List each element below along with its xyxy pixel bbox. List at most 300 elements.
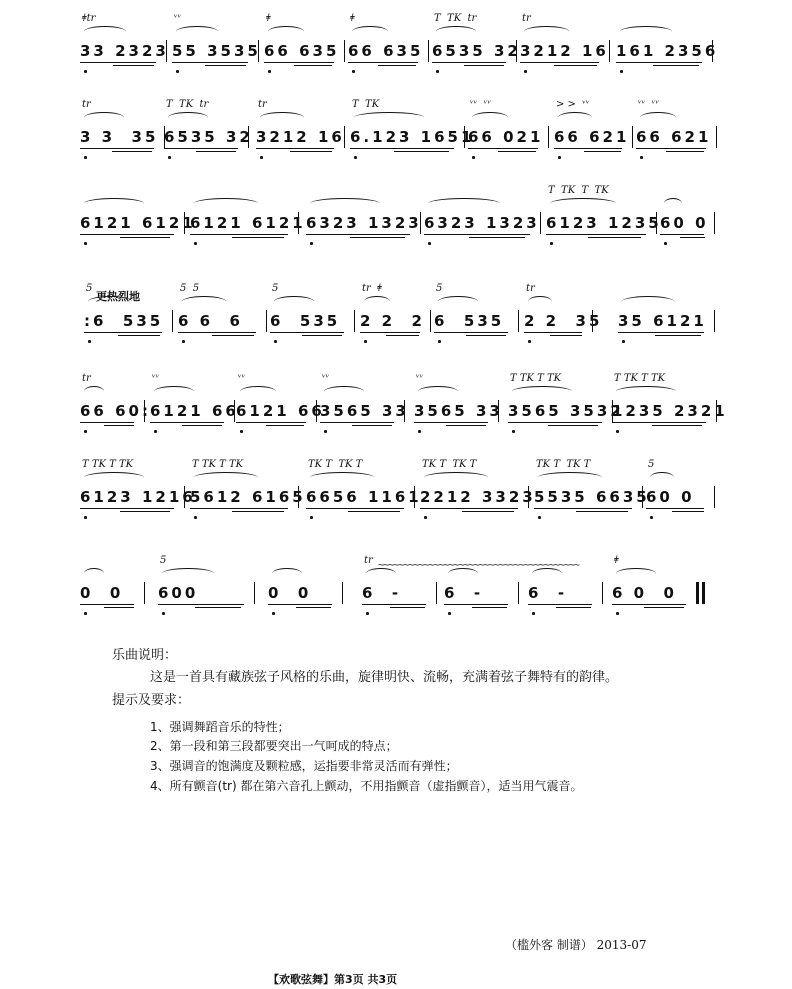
ornament-mark: TK T TK T — [422, 459, 477, 470]
bar-line — [354, 310, 355, 332]
underline — [352, 425, 392, 426]
bar-line — [714, 486, 715, 508]
underline — [472, 607, 507, 608]
underline — [264, 62, 334, 63]
slur-arc — [472, 112, 508, 123]
underline — [112, 151, 152, 152]
slur-arc — [622, 296, 674, 307]
underline — [232, 511, 284, 512]
bar-line — [548, 126, 549, 148]
slur-arc — [154, 386, 194, 397]
octave-dot — [274, 340, 277, 343]
transcriber-credit: （槛外客 制谱） 2013-07 — [505, 938, 647, 952]
bar-line — [609, 40, 610, 62]
ornament-mark: ǂ — [614, 555, 619, 566]
underline — [546, 234, 646, 235]
bar-line — [298, 212, 299, 234]
underline — [652, 425, 702, 426]
slur-arc — [260, 112, 304, 123]
octave-dot — [428, 242, 431, 245]
note-group: 600 — [158, 584, 199, 602]
underline — [666, 151, 704, 152]
underline — [320, 422, 394, 423]
bar-line — [464, 126, 465, 148]
measure — [636, 96, 712, 166]
notes-description: 这是一首具有藏族弦子风格的乐曲，旋律明快、流畅，充满着弦子舞特有的韵律。 — [150, 670, 619, 685]
underline — [120, 237, 170, 238]
slur-arc — [650, 472, 674, 483]
octave-dot — [162, 612, 165, 615]
bar-line — [144, 582, 145, 604]
note-group: 2 2 2 — [360, 312, 425, 330]
measure — [616, 10, 719, 80]
measure — [414, 370, 503, 440]
octave-dot — [528, 340, 531, 343]
note-group: 66 635 — [264, 42, 340, 60]
slur-arc — [640, 112, 676, 123]
hint-item: 3、强调音的饱满度及颗粒感，运指要非常灵活而有弹性； — [150, 759, 458, 773]
bar-line — [172, 310, 173, 332]
note-group: 6121 6121 — [190, 214, 306, 232]
page-footer: 【欢歌弦舞】第3页 共3页 — [268, 973, 398, 986]
underline — [414, 422, 488, 423]
slur-arc — [310, 472, 374, 483]
note-group: 6323 1323 — [424, 214, 540, 232]
measure — [360, 280, 426, 350]
slur-arc — [428, 198, 500, 209]
measure — [80, 370, 151, 440]
underline — [524, 332, 582, 333]
slur-arc — [84, 112, 124, 123]
ornament-mark: tr — [82, 373, 91, 384]
octave-dot — [620, 70, 623, 73]
note-group: 3 3 35 — [80, 128, 159, 146]
underline — [462, 511, 514, 512]
measure — [80, 182, 196, 252]
ornament-mark: ᵛᵛ ᵛᵛ — [470, 99, 492, 110]
note-group: 60 0 — [660, 214, 709, 232]
ornament-mark: 5 — [86, 283, 93, 294]
underline — [556, 607, 591, 608]
underline — [80, 604, 134, 605]
octave-dot — [512, 430, 515, 433]
note-group: 6 535 — [434, 312, 505, 330]
ornament-mark: tr — [364, 555, 373, 566]
slur-arc — [538, 472, 602, 483]
underline — [362, 604, 426, 605]
measure — [434, 280, 514, 350]
note-group: 3565 3532 — [508, 402, 624, 420]
octave-dot — [324, 430, 327, 433]
ornament-mark: tr ǂ — [362, 283, 382, 294]
note-group: 6 6 6 — [178, 312, 243, 330]
note-group: 66 635 — [348, 42, 424, 60]
octave-dot — [448, 612, 451, 615]
bar-line — [516, 40, 517, 62]
underline — [498, 151, 536, 152]
underline — [394, 151, 449, 152]
bar-line — [518, 310, 519, 332]
underline — [386, 335, 419, 336]
underline — [528, 604, 592, 605]
ornament-mark: tr — [82, 99, 91, 110]
note-group: 3565 33 — [414, 402, 503, 420]
ornament-mark: T TK — [352, 99, 380, 110]
note-group: 5535 6635 — [534, 488, 650, 506]
underline — [653, 65, 699, 66]
bar-line — [518, 582, 519, 604]
bar-line — [254, 582, 255, 604]
octave-dot — [84, 612, 87, 615]
underline — [672, 511, 704, 512]
note-group: 66 621 — [636, 128, 712, 146]
octave-dot — [436, 70, 439, 73]
hints-title: 提示及要求： — [112, 693, 191, 708]
note-group: 6 - — [528, 584, 568, 602]
note-group: 2 2 35 — [524, 312, 603, 330]
slur-arc — [558, 112, 592, 123]
note-group: 60 0 — [646, 488, 695, 506]
underline — [80, 148, 154, 149]
underline — [655, 335, 701, 336]
underline — [644, 607, 684, 608]
measure — [268, 552, 338, 622]
bar-line — [414, 486, 415, 508]
ornament-mark: 5 — [436, 283, 443, 294]
underline — [390, 607, 425, 608]
underline — [190, 508, 288, 509]
bar-line — [716, 400, 717, 422]
slur-arc — [268, 26, 304, 37]
bar-line — [642, 486, 643, 508]
measure — [524, 280, 603, 350]
bar-line — [714, 212, 715, 234]
measure — [320, 370, 409, 440]
bar-line — [602, 582, 603, 604]
note-group: 66 60: — [80, 402, 151, 420]
bar-line — [144, 400, 145, 422]
measure — [546, 182, 662, 252]
bar-line — [696, 582, 699, 604]
underline — [232, 237, 284, 238]
measure — [348, 10, 424, 80]
octave-dot — [424, 516, 427, 519]
staff-row — [0, 96, 792, 166]
slur-arc — [182, 296, 226, 307]
octave-dot — [310, 242, 313, 245]
note-group: 6123 1216 — [80, 488, 196, 506]
bar-line — [342, 582, 343, 604]
ornament-mark: > > ᵛᵛ — [556, 99, 590, 110]
underline — [432, 62, 506, 63]
underline — [212, 335, 254, 336]
underline — [266, 425, 304, 426]
note-group: 66 621 — [554, 128, 630, 146]
note-group: 6656 1161 — [306, 488, 422, 506]
underline — [348, 62, 418, 63]
octave-dot — [84, 430, 87, 433]
bar-line — [344, 126, 345, 148]
underline — [306, 234, 410, 235]
octave-dot — [268, 70, 271, 73]
bar-line — [258, 40, 259, 62]
ornament-mark: ᵛᵛ — [238, 373, 246, 384]
note-group: 6121 6121 — [80, 214, 196, 232]
underline — [468, 148, 538, 149]
underline — [554, 148, 622, 149]
underline — [446, 425, 486, 426]
octave-dot — [84, 156, 87, 159]
bar-line — [428, 40, 429, 62]
octave-dot — [84, 516, 87, 519]
slur-arc — [84, 26, 126, 37]
underline — [584, 151, 621, 152]
underline — [378, 65, 416, 66]
note-group: 6 - — [362, 584, 402, 602]
underline — [616, 62, 702, 63]
slur-arc — [550, 198, 616, 209]
measure — [80, 10, 169, 80]
octave-dot — [194, 242, 197, 245]
ornament-mark: T TK T TK — [548, 185, 609, 196]
slur-arc — [176, 26, 218, 37]
slur-arc — [524, 26, 569, 37]
measure — [236, 370, 325, 440]
octave-dot — [240, 430, 243, 433]
bar-line — [528, 486, 529, 508]
bar-line — [712, 40, 713, 62]
measure — [618, 280, 710, 350]
trill-line: ~~~~~~~~~~~~~~~~~~~~~~~~~~~~~~~~~~~~~~~~ — [378, 560, 579, 571]
underline — [104, 425, 134, 426]
note-group: 161 2356 — [616, 42, 719, 60]
measure — [172, 10, 261, 80]
underline — [534, 508, 632, 509]
ornament-mark: tr — [526, 283, 535, 294]
bar-line — [714, 310, 715, 332]
measure — [424, 182, 540, 252]
underline — [444, 604, 508, 605]
underline — [360, 332, 420, 333]
octave-dot — [538, 516, 541, 519]
underline — [548, 425, 598, 426]
slur-arc — [664, 198, 682, 209]
slur-arc — [84, 568, 104, 579]
underline — [680, 237, 705, 238]
slur-arc — [194, 472, 258, 483]
measure — [306, 456, 422, 526]
note-group: 0 0 — [80, 584, 124, 602]
underline — [118, 335, 160, 336]
octave-dot — [168, 156, 171, 159]
ornament-mark: 5 — [160, 555, 167, 566]
slur-arc — [364, 296, 390, 307]
measure — [150, 370, 239, 440]
ornament-mark: ǂtr — [82, 13, 96, 24]
underline — [588, 237, 641, 238]
note-group: 6 0 0 — [612, 584, 677, 602]
staff-row — [0, 552, 792, 622]
ornament-mark: TK T TK T — [308, 459, 363, 470]
ornament-mark: T TK T TK — [614, 373, 666, 384]
note-group: 0 0 — [268, 584, 312, 602]
bar-line — [540, 212, 541, 234]
bar-line — [420, 212, 421, 234]
note-group: 55 3535 — [172, 42, 261, 60]
underline — [424, 234, 530, 235]
bar-line — [266, 310, 267, 332]
ornament-mark: T TK T TK — [510, 373, 562, 384]
underline — [464, 65, 504, 66]
underline — [554, 65, 597, 66]
measure — [190, 456, 306, 526]
underline — [80, 422, 134, 423]
underline — [195, 607, 241, 608]
final-bar-line — [702, 582, 705, 604]
slur-arc — [352, 26, 388, 37]
ornament-mark: T TK tr — [166, 99, 209, 110]
octave-dot — [88, 340, 91, 343]
hint-item: 2、第一段和第三段都要突出一气呵成的特点； — [150, 739, 398, 753]
octave-dot — [182, 340, 185, 343]
underline — [196, 151, 236, 152]
underline — [660, 234, 704, 235]
underline — [612, 604, 686, 605]
octave-dot — [84, 70, 87, 73]
ornament-mark: ᵛᵛ — [416, 373, 424, 384]
ornament-mark: tr — [258, 99, 267, 110]
hint-item: 4、所有颤音(tr) 都在第六音孔上颤动，不用指颤音（虚指颤音），适当用气震音。 — [150, 779, 583, 793]
ornament-mark: T TK T TK — [82, 459, 134, 470]
bar-line — [430, 310, 431, 332]
octave-dot — [472, 156, 475, 159]
staff-row — [0, 370, 792, 440]
note-group: 6121 66 — [150, 402, 239, 420]
measure — [80, 96, 160, 166]
octave-dot — [154, 430, 157, 433]
bar-line — [344, 40, 345, 62]
bar-line — [716, 126, 717, 148]
measure — [178, 280, 262, 350]
note-group: 5612 6165 — [190, 488, 306, 506]
slur-arc — [84, 198, 144, 209]
slur-arc — [194, 198, 258, 209]
note-group: 6121 66 — [236, 402, 325, 420]
underline — [294, 65, 332, 66]
staff-row — [0, 182, 792, 252]
underline — [520, 62, 599, 63]
underline — [576, 511, 628, 512]
underline — [236, 422, 306, 423]
underline — [270, 332, 344, 333]
ornament-mark: ᵛᵛ — [174, 13, 182, 24]
slur-arc — [272, 568, 302, 579]
octave-dot — [272, 612, 275, 615]
ornament-mark: 5 — [272, 283, 279, 294]
measure — [612, 552, 692, 622]
octave-dot — [640, 156, 643, 159]
measure — [80, 456, 196, 526]
slur-arc — [436, 26, 476, 37]
bar-line — [298, 486, 299, 508]
note-group: 33 2323 — [80, 42, 169, 60]
note-group: :6 535 — [84, 312, 164, 330]
bar-line — [184, 212, 185, 234]
underline — [420, 508, 518, 509]
underline — [302, 335, 342, 336]
underline — [205, 65, 246, 66]
slur-arc — [162, 568, 214, 579]
octave-dot — [438, 340, 441, 343]
ornament-mark: ǂ — [266, 13, 271, 24]
underline — [508, 422, 602, 423]
note-group: 6.123 1651 — [350, 128, 475, 146]
underline — [550, 335, 582, 336]
underline — [612, 422, 706, 423]
note-group: 6 535 — [270, 312, 341, 330]
slur-arc — [424, 472, 488, 483]
measure — [306, 182, 422, 252]
underline — [84, 332, 162, 333]
octave-dot — [354, 156, 357, 159]
bar-line — [166, 40, 167, 62]
note-group: 6535 32 — [164, 128, 253, 146]
slur-arc — [310, 198, 380, 209]
octave-dot — [176, 70, 179, 73]
measure — [80, 552, 140, 622]
measure — [420, 456, 536, 526]
underline — [256, 148, 334, 149]
octave-dot — [616, 430, 619, 433]
octave-dot — [558, 156, 561, 159]
note-group: 66 021 — [468, 128, 544, 146]
bar-line — [316, 400, 317, 422]
underline — [80, 234, 174, 235]
note-group: 6 - — [444, 584, 484, 602]
underline — [290, 151, 332, 152]
measure — [554, 96, 628, 166]
octave-dot — [622, 340, 625, 343]
slur-arc — [274, 296, 314, 307]
note-group: 35 6121 — [618, 312, 707, 330]
underline — [190, 234, 288, 235]
octave-dot — [84, 242, 87, 245]
octave-dot — [532, 612, 535, 615]
ornament-mark: 5 — [648, 459, 655, 470]
slur-arc — [438, 296, 478, 307]
slur-arc — [620, 26, 672, 37]
ornament-mark: ǂ — [350, 13, 355, 24]
bar-line — [498, 400, 499, 422]
ornament-mark: ᵛᵛ ᵛᵛ — [638, 99, 660, 110]
underline — [80, 62, 156, 63]
note-group: 6123 1235 — [546, 214, 662, 232]
measure — [534, 456, 650, 526]
underline — [172, 62, 248, 63]
measure — [660, 182, 710, 252]
underline — [104, 607, 134, 608]
underline — [80, 508, 174, 509]
slur-arc — [84, 472, 144, 483]
slur-arc — [240, 386, 276, 397]
underline — [120, 511, 170, 512]
octave-dot — [550, 242, 553, 245]
bar-line — [234, 400, 235, 422]
measure — [468, 96, 544, 166]
note-group: 6323 1323 — [306, 214, 422, 232]
underline — [306, 508, 404, 509]
bar-line — [248, 126, 249, 148]
